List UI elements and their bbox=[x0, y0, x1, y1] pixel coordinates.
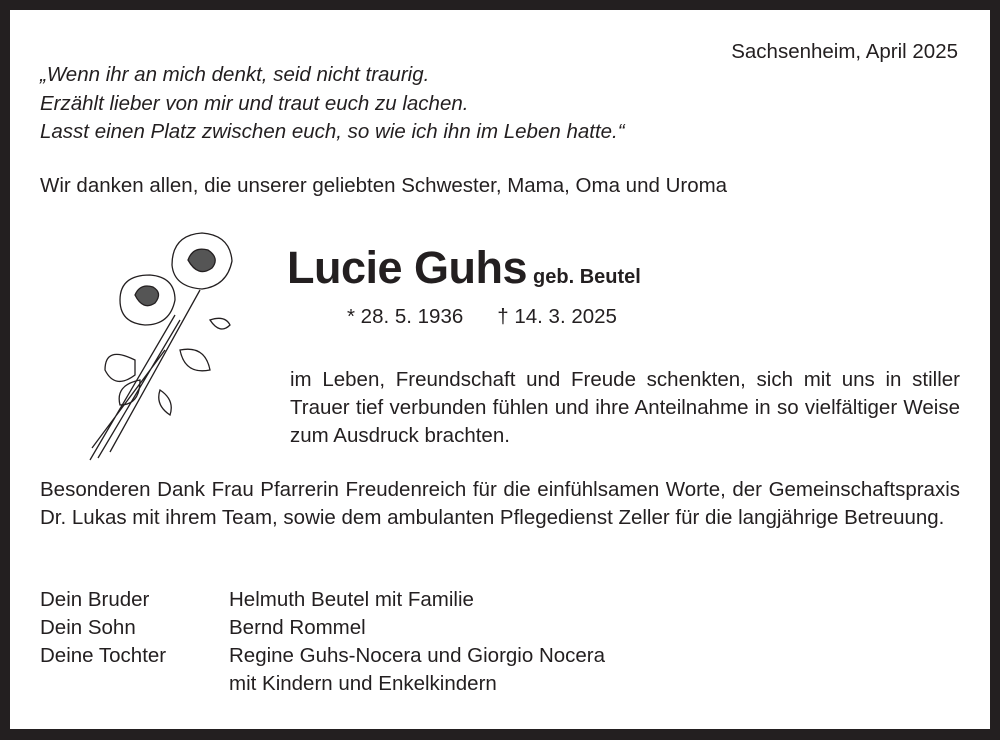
roses-illustration bbox=[80, 220, 240, 470]
birth-date: * 28. 5. 1936 bbox=[347, 305, 464, 328]
life-dates bbox=[347, 303, 617, 332]
family-names: mit Kindern und Enkelkindern bbox=[229, 672, 497, 695]
quote bbox=[40, 61, 625, 147]
family-names: Helmuth Beutel mit Familie bbox=[229, 588, 474, 611]
family-row bbox=[40, 642, 605, 670]
death-date: † 14. 3. 2025 bbox=[497, 305, 617, 328]
quote-line: Erzählt lieber von mir und traut euch zu lachen. bbox=[40, 91, 469, 115]
family-names: Bernd Rommel bbox=[229, 616, 366, 639]
relation: Deine Tochter bbox=[40, 644, 167, 667]
quote-line: „Wenn ihr an mich denkt, seid nicht traurig. bbox=[40, 63, 430, 86]
family-names: Regine Guhs-Nocera und Giorgio Nocera bbox=[229, 644, 606, 667]
family-row bbox=[40, 614, 605, 642]
relation: Dein Bruder bbox=[40, 588, 150, 611]
rose-bloom-left bbox=[120, 275, 175, 325]
relation bbox=[40, 670, 229, 698]
family-list bbox=[40, 586, 605, 698]
thanks-paragraph: im Leben, Freundschaft und Freude schenkten, sich mit uns in stiller Trauer tief verbunden fühlen und ihre Anteilnahme in so vielfältiger Weise zum Ausdruck brachten. bbox=[290, 368, 960, 447]
family-row bbox=[40, 586, 605, 614]
deceased-name bbox=[287, 242, 641, 294]
family-row bbox=[40, 670, 605, 698]
maiden-name: geb. Beutel bbox=[533, 266, 641, 288]
thanks-intro: Wir danken allen, die unserer geliebten Schwester, Mama, Oma und Uroma bbox=[40, 174, 728, 197]
place-date: Sachsenheim, April 2025 bbox=[731, 40, 958, 63]
rose-bloom-right bbox=[172, 233, 232, 289]
relation: Dein Sohn bbox=[40, 616, 136, 639]
full-name: Lucie Guhs bbox=[287, 242, 528, 293]
obituary-notice bbox=[10, 10, 990, 729]
quote-line: Lasst einen Platz zwischen euch, so wie ich ihn im Leben hatte.“ bbox=[40, 120, 625, 143]
special-thanks-paragraph: Besonderen Dank Frau Pfarrerin Freudenreich für die einfühlsamen Worte, der Gemeinschaftspraxis Dr. Lukas mit ihrem Team, sowie dem ambulanten Pflegedienst Zeller für die langjährige Betreuung. bbox=[40, 478, 960, 529]
